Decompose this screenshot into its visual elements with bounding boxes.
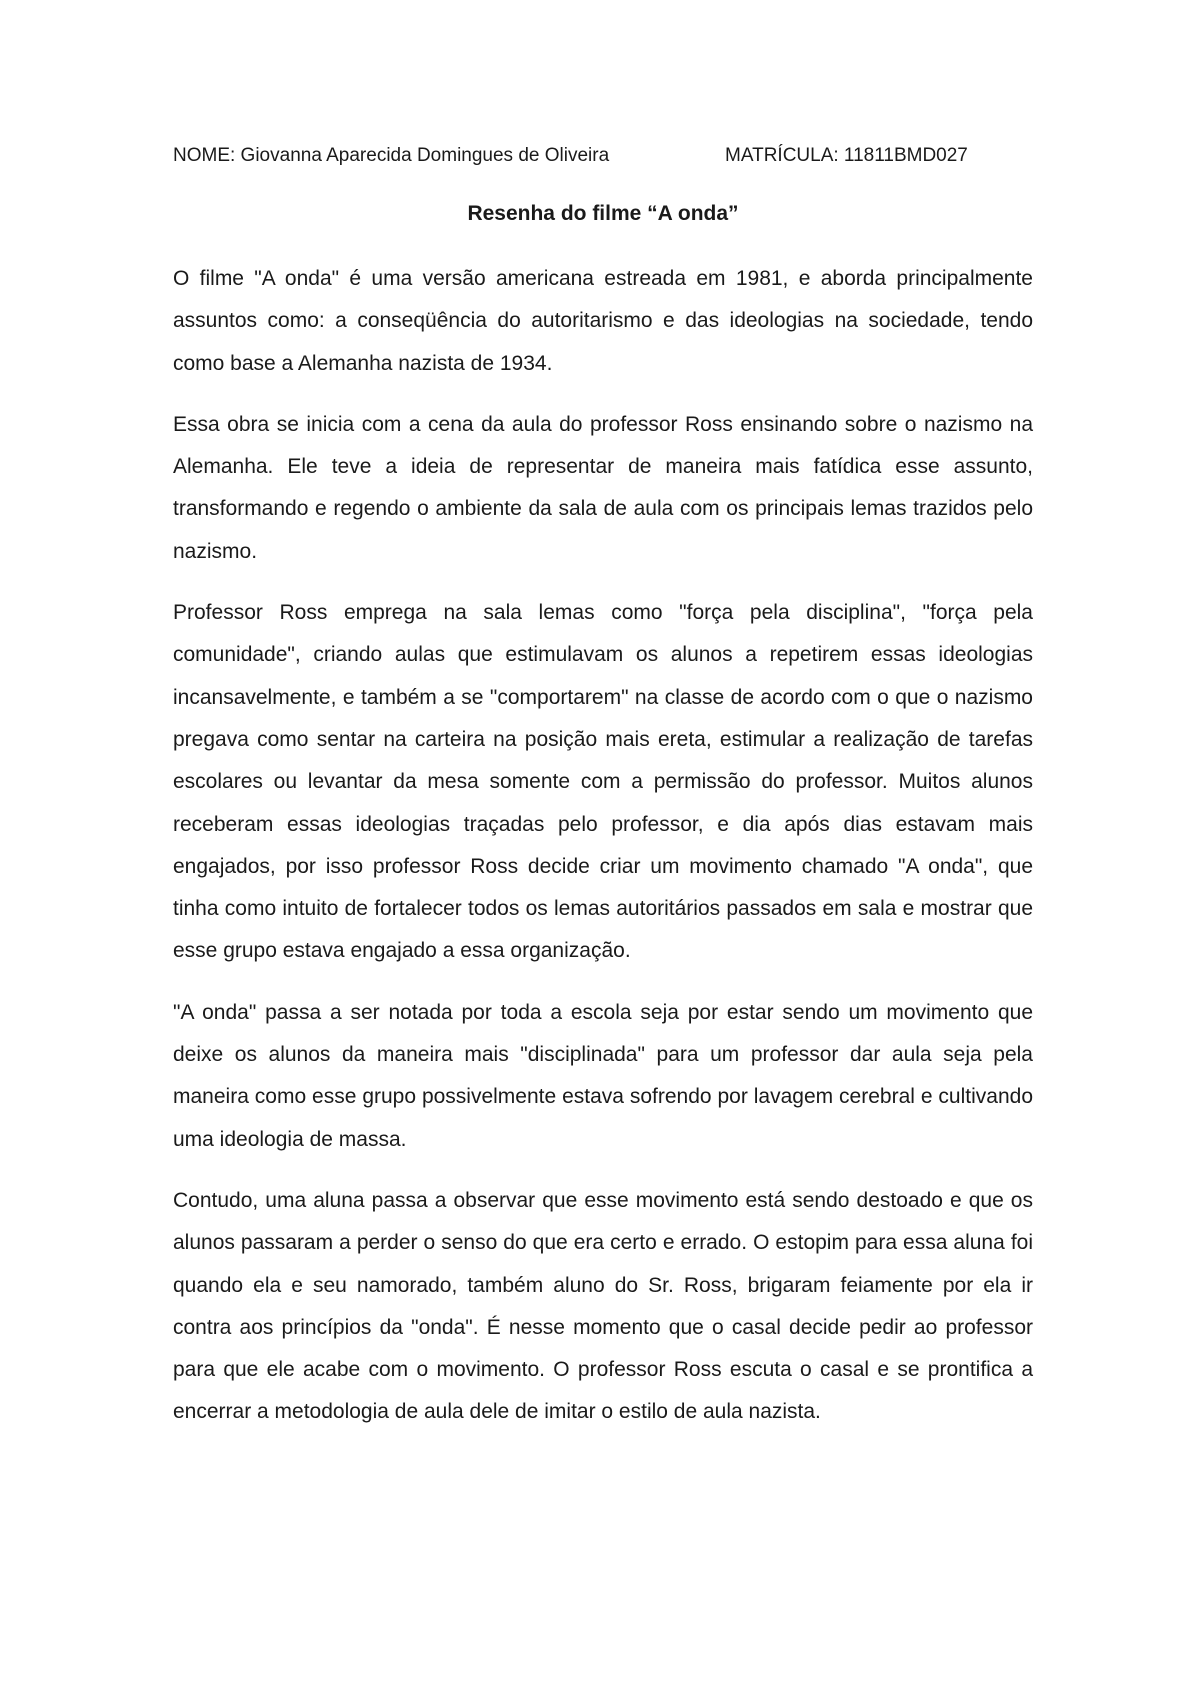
paragraph-intro: O filme "A onda" é uma versão americana estreada em 1981, e aborda principalmente assuntos como: a conseqüência do autoritarismo e das ideologias na sociedade, tendo como base a Alemanha nazista de 1934. [173,267,1033,375]
paragraph-conclusion: Contudo, uma aluna passa a observar que esse movimento está sendo destoado e que os alunos passaram a perder o senso do que era certo e errado. O estopim para essa aluna foi quando ela e seu namorado, também aluno do Sr. Ross, brigaram feiamente por ela ir contra aos princípios da "onda". É nesse momento que o casal decide pedir ao professor para que ele acabe com o movimento. O professor Ross escuta o casal e se prontifica a encerrar a metodologia de aula dele de imitar o estilo de aula nazista. [173,1188,1033,1424]
paragraph-movement: Professor Ross emprega na sala lemas como "força pela disciplina", "força pela comunidade", criando aulas que estimulavam os alunos a repetirem essas ideologias incansavelmente, e também a se "comportarem" na classe de acordo com o que o nazismo pregava como sentar na carteira na posição mais ereta, estimular a realização de tarefas escolares ou levantar da mesa somente com a permissão do professor. Muitos alunos receberam essas ideologias traçadas pelo professor, e dia após dias estavam mais engajados, por isso professor Ross decide criar um movimento chamado "A onda", que tinha como intuito de fortalecer todos os lemas autoritários passados em sala e mostrar que esse grupo estava engajado a essa organização. [173,601,1033,963]
document-title: Resenha do filme “A onda” [467,202,739,225]
student-registration: MATRÍCULA: 11811BMD027 [725,145,968,166]
student-header [173,143,1033,169]
review-body [173,258,1033,1453]
paragraph-opening-scene: Essa obra se inicia com a cena da aula do professor Ross ensinando sobre o nazismo na Alemanha. Ele teve a ideia de representar de maneira mais fatídica esse assunto, transformando e regendo o ambiente da sala de aula com os principais lemas trazidos pelo nazismo. [173,412,1033,563]
paragraph-school-notice: "A onda" passa a ser notada por toda a escola seja por estar sendo um movimento que deixe os alunos da maneira mais "disciplinada" para um professor dar aula seja pela maneira como esse grupo possivelmente estava sofrendo por lavagem cerebral e cultivando uma ideologia de massa. [173,1000,1033,1151]
student-name: NOME: Giovanna Aparecida Domingues de Oliveira [173,145,610,166]
